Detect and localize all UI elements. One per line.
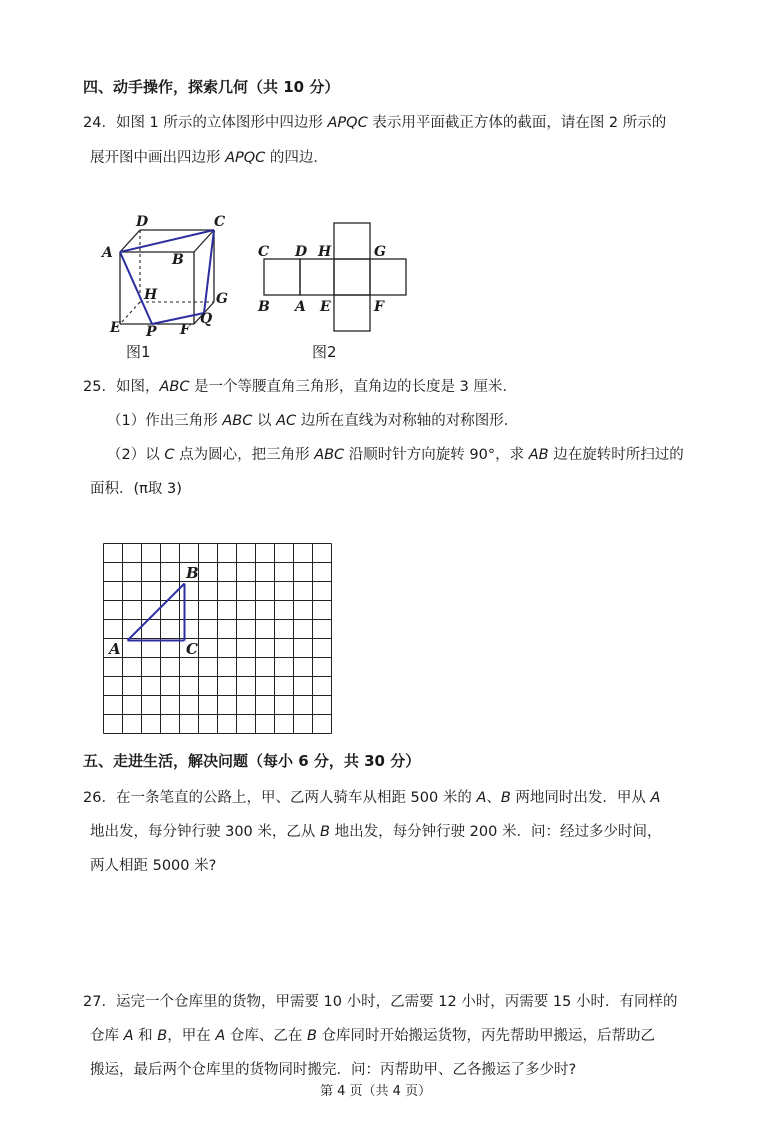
q26-text: 两地同时出发．甲从 — [510, 790, 651, 806]
q25-text: 是一个等腰直角三角形，直角边的长度是 3 厘米． — [189, 379, 518, 395]
section-5-title: 五、走进生活，解决问题（每小 6 分，共 30 分） — [83, 752, 421, 770]
fig1-label-g: G — [216, 291, 228, 307]
q27-warehouse: A — [215, 1028, 226, 1044]
fig2-label-a: A — [295, 299, 306, 315]
q26-text: 26．在一条笔直的公路上，甲、乙两人骑车从相距 500 米的 — [83, 790, 477, 806]
q26-line-3: 两人相距 5000 米? — [90, 858, 217, 874]
fig1-label-f: F — [180, 322, 190, 338]
q24-text: 表示用平面截正方体的截面，请在图 2 所示的 — [367, 115, 667, 131]
q25-line-3 — [107, 443, 684, 464]
fig1-label-c: C — [214, 214, 226, 230]
q25-text: 沿顺时针方向旋转 90°，求 — [344, 447, 529, 463]
q26-line-1 — [83, 786, 660, 807]
fig1-label-q: Q — [200, 311, 213, 327]
q24-text: 24．如图 1 所示的立体图形中四边形 — [83, 115, 328, 131]
q25-text: （2）以 — [107, 447, 165, 463]
q27-line-2 — [90, 1024, 655, 1045]
fig2-label-e: E — [320, 299, 331, 315]
figure-2-caption: 图2 — [312, 343, 337, 361]
fig2-label-d: D — [295, 244, 308, 260]
q27-text: 仓库、乙在 — [225, 1028, 307, 1044]
q25-side-name: AC — [276, 413, 297, 429]
q27-text: 和 — [133, 1028, 158, 1044]
q24-line-2 — [90, 146, 328, 167]
q25-triangle-name: ABC — [314, 447, 345, 463]
q25-text: 以 — [252, 413, 277, 429]
fig2-label-c: C — [258, 244, 270, 260]
figure-1-cube — [96, 208, 246, 340]
fig2-label-f: F — [374, 299, 384, 315]
q26-text: 地出发，每分钟行驶 200 米．问：经过多少时间， — [329, 824, 662, 840]
grid-lines — [104, 544, 332, 734]
q27-warehouse: B — [306, 1028, 317, 1044]
page-footer: 第 4 页（共 4 页） — [320, 1084, 432, 1099]
q27-warehouse: A — [123, 1028, 134, 1044]
q24-text: 的四边． — [265, 150, 328, 166]
q27-warehouse: B — [157, 1028, 168, 1044]
grid-label-b: B — [186, 564, 199, 582]
q25-text: 点为圆心，把三角形 — [174, 447, 315, 463]
q24-text: 展开图中画出四边形 — [90, 150, 226, 166]
fig1-label-b: B — [172, 252, 184, 268]
q25-line-1 — [83, 375, 517, 396]
q26-place: B — [500, 790, 511, 806]
q27-line-3: 搬运，最后两个仓库里的货物同时搬完．问：丙帮助甲、乙各搬运了多少时? — [90, 1062, 577, 1078]
q25-triangle-name: ABC — [159, 379, 190, 395]
fig1-label-h: H — [144, 287, 158, 303]
q27-text: ，甲在 — [167, 1028, 216, 1044]
q27-text: 仓库 — [90, 1028, 124, 1044]
q25-grid-figure — [100, 538, 340, 738]
q26-place: A — [476, 790, 487, 806]
q24-quad-name: APQC — [225, 150, 266, 166]
q25-text: （1）作出三角形 — [107, 413, 223, 429]
q25-line-2 — [107, 409, 518, 430]
q25-text: 边所在直线为对称轴的对称图形． — [296, 413, 519, 429]
fig2-label-h: H — [318, 244, 332, 260]
q25-point-name: C — [164, 447, 175, 463]
fig1-label-e: E — [110, 320, 121, 336]
q24-quad-name: APQC — [327, 115, 368, 131]
q26-line-2 — [90, 820, 661, 841]
fig1-label-p: P — [146, 324, 157, 340]
q26-place: A — [650, 790, 661, 806]
q25-text: 边在旋转时所扫过的 — [548, 447, 684, 463]
q25-side-name: AB — [528, 447, 549, 463]
q25-triangle-name: ABC — [222, 413, 253, 429]
q25-line-4: 面积．(π取 3) — [90, 481, 182, 497]
q27-line-1: 27．运完一个仓库里的货物，甲需要 10 小时，乙需要 12 小时，丙需要 15 小时．有同样的 — [83, 994, 678, 1010]
q24-line-1 — [83, 111, 666, 132]
grid-label-c: C — [186, 640, 198, 658]
figure-1-caption: 图1 — [126, 343, 151, 361]
q26-place: B — [320, 824, 330, 840]
fig1-label-a: A — [102, 245, 113, 261]
q26-text: 、 — [486, 790, 501, 806]
q26-text: 地出发，每分钟行驶 300 米，乙从 — [90, 824, 321, 840]
grid-label-a: A — [109, 640, 121, 658]
fig2-label-b: B — [258, 299, 270, 315]
fig1-label-d: D — [136, 214, 149, 230]
q27-text: 仓库同时开始搬运货物，丙先帮助甲搬运，后帮助乙 — [316, 1028, 656, 1044]
triangle-abc — [128, 584, 185, 641]
q25-text: 25．如图， — [83, 379, 160, 395]
figure-2-net — [250, 215, 415, 335]
section-4-title: 四、动手操作，探索几何（共 10 分） — [83, 78, 340, 96]
fig2-label-g: G — [374, 244, 386, 260]
